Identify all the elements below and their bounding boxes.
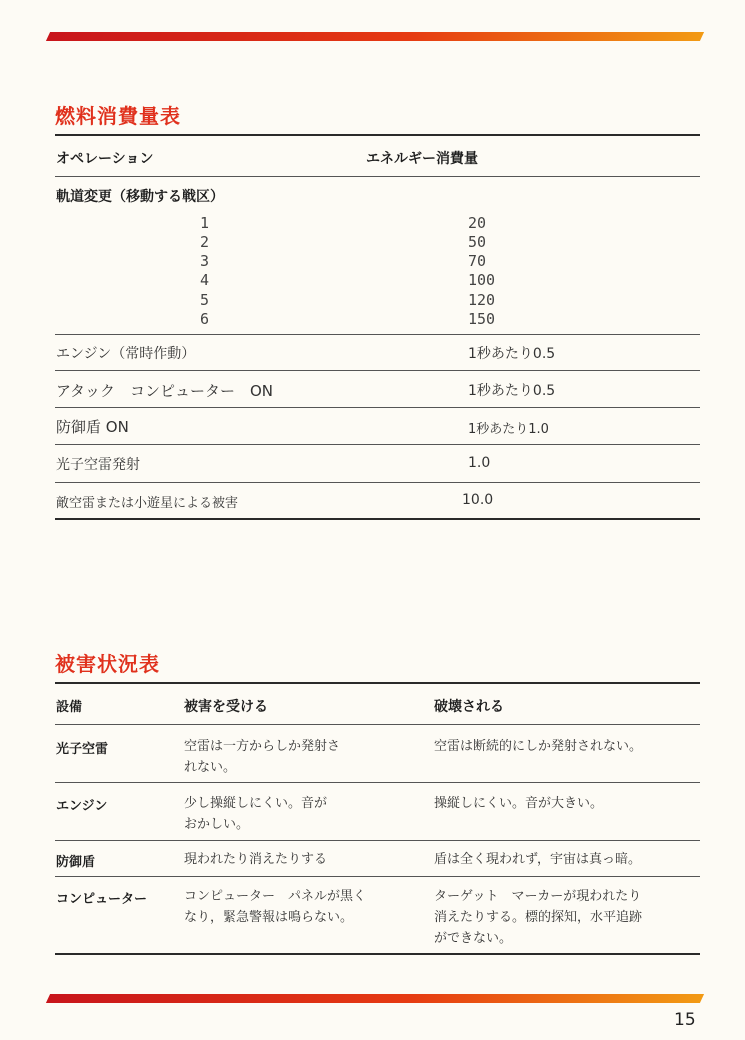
damage-table-top-rule: [55, 682, 700, 684]
energy-value: 10.0: [462, 492, 494, 508]
destroyed-description: ターゲット マーカーが現われたり 消えたりする。標的探知，水平追跡 ができない。: [434, 889, 643, 946]
orbit-change-label: 軌道変更（移動する戦区）: [56, 189, 224, 205]
damaged-description: 空雷は一方からしか発射さ れない。: [184, 739, 341, 775]
equipment-name: エンジン: [56, 799, 108, 814]
energy-value: 1秒あたり1.0: [468, 422, 549, 437]
equipment-name: 防御盾: [56, 855, 96, 870]
fuel-header-rule: [55, 176, 700, 177]
equipment-name: 光子空雷: [56, 742, 109, 757]
col-equipment-header: 設備: [56, 700, 83, 715]
fuel-row-rule: [55, 444, 700, 445]
destroyed-description: 盾は全く現われず，宇宙は真っ暗。: [434, 852, 641, 867]
fuel-row-rule: [55, 407, 700, 408]
energy-value: 1.0: [468, 455, 491, 471]
orbit-sector: 6: [200, 310, 210, 328]
energy-value: 1秒あたり0.5: [468, 346, 556, 362]
equipment-name: コンピューター: [56, 892, 148, 907]
fuel-row-rule: [55, 482, 700, 483]
orbit-sector: 2: [200, 233, 210, 251]
orbit-energy: 150: [468, 310, 496, 328]
fuel-row-rule: [55, 334, 700, 335]
damaged-description: コンピューター パネルが黒く なり，緊急警報は鳴らない。: [184, 889, 367, 925]
page-number: 15: [674, 1010, 696, 1030]
operation-label: アタック コンピューター ON: [56, 382, 273, 400]
orbit-energy: 50: [468, 233, 487, 251]
fuel-table-title: 燃料消費量表: [55, 104, 181, 128]
damaged-description: 少し操縦しにくい。音が おかしい。: [184, 796, 328, 832]
top-decorative-stripe: [46, 32, 704, 41]
orbit-energy: 100: [468, 271, 496, 289]
operation-label: エンジン（常時作動）: [56, 346, 196, 362]
operation-label: 光子空雷発射: [56, 457, 140, 473]
col-operation-header: オペレーション: [56, 151, 154, 167]
orbit-sector: 4: [200, 271, 210, 289]
damage-row-rule: [55, 782, 700, 783]
orbit-sector: 5: [200, 291, 210, 309]
destroyed-description: 空雷は断続的にしか発射されない。: [434, 739, 643, 754]
orbit-energy: 70: [468, 252, 487, 270]
col-energy-header: エネルギー消費量: [366, 151, 478, 167]
col-damaged-header: 被害を受ける: [184, 699, 268, 715]
orbit-sector: 3: [200, 252, 210, 270]
fuel-table-top-rule: [55, 134, 700, 136]
orbit-energy: 120: [468, 291, 496, 309]
orbit-energy: 20: [468, 214, 487, 232]
bottom-decorative-stripe: [46, 994, 704, 1003]
orbit-sector: 1: [200, 214, 210, 232]
fuel-row-rule: [55, 370, 700, 371]
destroyed-description: 操縦しにくい。音が大きい。: [434, 796, 604, 811]
damage-row-rule: [55, 840, 700, 841]
damage-header-rule: [55, 724, 700, 725]
damage-table-bottom-rule: [55, 953, 700, 955]
damage-table-title: 被害状況表: [55, 652, 160, 676]
damage-row-rule: [55, 876, 700, 877]
fuel-table-bottom-rule: [55, 518, 700, 520]
operation-label: 防御盾 ON: [56, 418, 129, 436]
operation-label: 敵空雷または小遊星による被害: [56, 496, 239, 511]
energy-value: 1秒あたり0.5: [468, 383, 556, 399]
col-destroyed-header: 破壊される: [434, 699, 504, 715]
damaged-description: 現われたり消えたりする: [184, 852, 328, 867]
